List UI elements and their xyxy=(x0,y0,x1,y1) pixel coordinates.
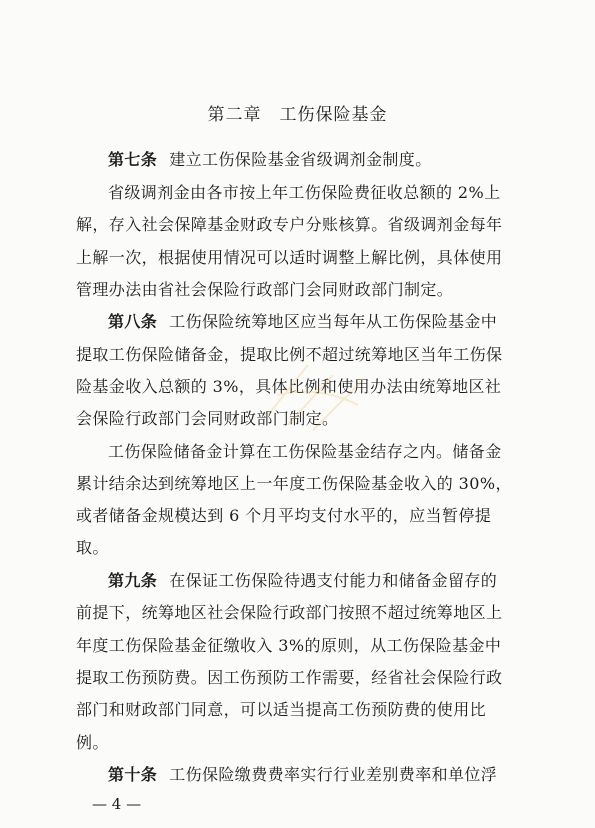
article-8-text-line-1: 工伤保险统筹地区应当每年从工伤保险基金中 xyxy=(169,312,498,331)
article-9-label: 第九条 xyxy=(108,571,158,590)
article-9-first-line xyxy=(108,571,497,591)
article-8-text-line-2: 提取工伤保险储备金，提取比例不超过统筹地区当年工伤保 xyxy=(76,345,503,364)
article-7-text-line-2: 省级调剂金由各市按上年工伤保险费征收总额的 2%上 xyxy=(108,183,501,202)
article-8-text-line-5: 工伤保险储备金计算在工伤保险基金结存之内。储备金 xyxy=(108,442,502,461)
article-7-text-line-5: 管理办法由省社会保险行政部门会同财政部门制定。 xyxy=(76,280,454,299)
page-number: — 4 — xyxy=(92,795,142,813)
article-7-first-line xyxy=(108,150,432,170)
article-8-text-line-7: 或者储备金规模达到 6 个月平均支付水平的，应当暂停提 xyxy=(76,506,492,525)
article-9-text-line-6: 例。 xyxy=(76,733,109,752)
article-8-text-line-6: 累计结余达到统筹地区上一年度工伤保险基金收入的 30%， xyxy=(76,474,512,493)
article-9-text-line-4: 提取工伤预防费。因工伤预防工作需要，经省社会保险行政 xyxy=(76,668,503,687)
article-9-text-line-1: 在保证工伤保险待遇支付能力和储备金留存的 xyxy=(169,571,498,590)
article-8-first-line xyxy=(108,312,497,332)
article-7-text-line-4: 上解一次，根据使用情况可以适时调整上解比例，具体使用 xyxy=(76,248,503,267)
article-10-text-line-1: 工伤保险缴费费率实行行业差别费率和单位浮 xyxy=(169,765,498,784)
article-9-text-line-2: 前提下，统筹地区社会保险行政部门按照不超过统筹地区上 xyxy=(76,603,503,622)
article-8-text-line-8: 取。 xyxy=(76,538,109,557)
article-7-text-line-1: 建立工伤保险基金省级调剂金制度。 xyxy=(169,150,432,169)
chapter-title: 第二章 工伤保险基金 xyxy=(207,105,388,125)
article-8-text-line-4: 会保险行政部门会同财政部门制定。 xyxy=(76,409,339,428)
article-8-label: 第八条 xyxy=(108,312,158,331)
article-7-label: 第七条 xyxy=(108,150,158,169)
article-9-text-line-3: 年度工伤保险基金征缴收入 3%的原则，从工伤保险基金中 xyxy=(76,636,502,655)
article-8-text-line-3: 险基金收入总额的 3%，具体比例和使用办法由统筹地区社 xyxy=(76,377,502,396)
article-7-text-line-3: 解，存入社会保障基金财政专户分账核算。省级调剂金每年 xyxy=(76,215,503,234)
article-10-first-line xyxy=(108,765,497,785)
article-9-text-line-5: 部门和财政部门同意，可以适当提高工伤预防费的使用比 xyxy=(76,700,487,719)
article-10-label: 第十条 xyxy=(108,765,158,784)
